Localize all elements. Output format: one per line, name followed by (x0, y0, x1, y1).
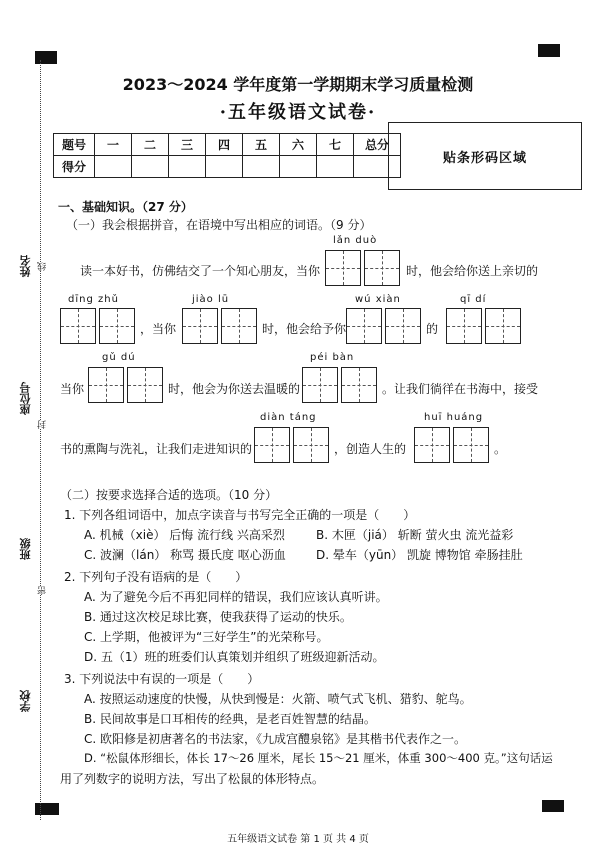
score-input-cell[interactable] (132, 156, 169, 178)
writing-grid-box[interactable] (293, 427, 329, 463)
question-3-stem: 3. 下列说法中有误的一项是（ ） (64, 672, 260, 686)
writing-grid-box[interactable] (182, 308, 218, 344)
score-header-cell: 五 (243, 134, 280, 156)
section-heading-part1: 一、基础知识。（27 分） (58, 200, 193, 214)
question-3-option-c[interactable]: C. 欧阳修是初唐著名的书法家，《九成宫醴泉铭》是其楷书代表作之一。 (84, 732, 467, 746)
question-2-stem: 2. 下列句子没有语病的是（ ） (64, 570, 248, 584)
writing-grid-box[interactable] (254, 427, 290, 463)
pinyin-gudu: gǔ dú (102, 352, 136, 363)
exam-title: 2023～2024 学年度第一学期期末学习质量检测 (122, 75, 474, 94)
pinyin-huihuang: huī huáng (424, 412, 484, 423)
passage-text: 时，他会给你送上亲切的 (406, 264, 539, 278)
score-header-cell: 四 (206, 134, 243, 156)
passage-text: 时，他会为你送去温暖的 (168, 382, 301, 396)
score-input-cell[interactable] (317, 156, 354, 178)
score-input-cell[interactable] (243, 156, 280, 178)
page-footer: 五年级语文试卷 第 1 页 共 4 页 (227, 834, 369, 845)
score-row-label: 得分 (54, 156, 95, 178)
binding-line (40, 60, 41, 820)
barcode-area: 贴条形码区域 (388, 122, 582, 190)
writing-grid-box[interactable] (446, 308, 482, 344)
score-input-cell[interactable] (280, 156, 317, 178)
writing-grid-box[interactable] (99, 308, 135, 344)
writing-grid-box[interactable] (414, 427, 450, 463)
pinyin-qidi: qī dí (460, 294, 487, 305)
passage-text: 时，他会给予你 (262, 322, 347, 336)
score-header-cell: 七 (317, 134, 354, 156)
writing-grid-box[interactable] (346, 308, 382, 344)
question-3-option-d[interactable]: D. “松鼠体形细长，体长 17～26 厘米，尾长 15～21 厘米，体重 300～400 克。”这句话运 (84, 751, 553, 765)
pinyin-peiban: péi bàn (310, 352, 355, 363)
passage-text: ，创造人生的 (334, 442, 407, 456)
writing-grid-box[interactable] (127, 367, 163, 403)
exam-subtitle: ·五年级语文试卷· (219, 102, 377, 123)
passage-text: 的 (426, 322, 439, 336)
score-header-cell: 一 (95, 134, 132, 156)
pinyin-diantang: diàn táng (260, 412, 317, 423)
seal-mi-mark: 密 (38, 586, 48, 595)
writing-grid-box[interactable] (453, 427, 489, 463)
question-2-option-b[interactable]: B. 通过这次校足球比赛，使我获得了运动的快乐。 (84, 610, 352, 624)
question-1-stem: 1. 下列各组词语中，加点字读音与书写完全正确的一项是（ ） (64, 508, 416, 522)
writing-grid-box[interactable] (325, 250, 361, 286)
question-1-option-b[interactable]: B. 木匣（jiá） 斩断 萤火虫 流光益彩 (316, 528, 514, 542)
writing-grid-box[interactable] (385, 308, 421, 344)
seal-line-mark: 线 (38, 262, 48, 271)
writing-grid-box[interactable] (221, 308, 257, 344)
sidebar-name-label: 姓名 (19, 255, 32, 277)
score-input-cell[interactable] (206, 156, 243, 178)
pinyin-lanuo: lǎn duò (333, 235, 378, 246)
subsection-heading-choice: （二）按要求选择合适的选项。（10 分） (60, 488, 278, 502)
passage-text: ，当你 (140, 322, 177, 336)
question-3-option-a[interactable]: A. 按照运动速度的快慢，从快到慢是：火箭、喷气式飞机、猎豹、鸵鸟。 (84, 692, 472, 706)
question-1-option-d[interactable]: D. 晕车（yūn） 凯旋 博物馆 牵肠挂肚 (316, 548, 523, 562)
score-header-cell: 题号 (54, 134, 95, 156)
score-header-cell: 总分 (354, 134, 401, 156)
sidebar-school-label: 学校 (19, 690, 32, 712)
score-header-cell: 三 (169, 134, 206, 156)
question-2-option-d[interactable]: D. 五（1）班的班委们认真策划并组织了班级迎新活动。 (84, 650, 385, 664)
score-input-cell[interactable] (169, 156, 206, 178)
question-2-option-c[interactable]: C. 上学期，他被评为“三好学生”的光荣称号。 (84, 630, 329, 644)
score-input-cell[interactable] (95, 156, 132, 178)
seal-seal-mark: 封 (38, 420, 48, 429)
writing-grid-box[interactable] (302, 367, 338, 403)
registration-mark-top-left (35, 51, 57, 64)
score-table-header-row (54, 134, 401, 156)
sidebar-seat-label: 座位号 (19, 382, 32, 415)
writing-grid-box[interactable] (60, 308, 96, 344)
pinyin-jiaolu: jiào lū (192, 294, 230, 305)
passage-text: 。让我们徜徉在书海中，接受 (382, 382, 539, 396)
question-3-option-d-continued: 用了列数字的说明方法，写出了松鼠的体形特点。 (60, 772, 325, 786)
writing-grid-box[interactable] (485, 308, 521, 344)
pinyin-dingzhu: dīng zhǔ (68, 294, 119, 305)
writing-grid-box[interactable] (88, 367, 124, 403)
passage-text-when: 当你 (60, 382, 85, 396)
passage-text: 读一本好书，仿佛结交了一个知心朋友，当你 (80, 264, 321, 278)
writing-grid-box[interactable] (364, 250, 400, 286)
question-1-option-c[interactable]: C. 波澜（lán） 称骂 摄氏度 呕心沥血 (84, 548, 286, 562)
writing-grid-box[interactable] (341, 367, 377, 403)
question-1-option-a[interactable]: A. 机械（xiè） 后悔 流行线 兴高采烈 (84, 528, 285, 542)
score-table-score-row (54, 156, 401, 178)
question-3-option-b[interactable]: B. 民间故事是口耳相传的经典，是老百姓智慧的结晶。 (84, 712, 376, 726)
score-header-cell: 六 (280, 134, 317, 156)
score-table (53, 133, 401, 178)
sidebar-class-label: 班级 (19, 538, 32, 560)
question-2-option-a[interactable]: A. 为了避免今后不再犯同样的错误，我们应该认真听讲。 (84, 590, 388, 604)
passage-text: 书的熏陶与洗礼，让我们走进知识的 (60, 442, 253, 456)
registration-mark-top-right (538, 44, 560, 57)
registration-mark-bottom-right (542, 800, 564, 812)
score-header-cell: 二 (132, 134, 169, 156)
passage-text: 。 (494, 442, 507, 456)
pinyin-wuxian: wú xiàn (355, 294, 401, 305)
subsection-heading-pinyin: （一）我会根据拼音，在语境中写出相应的词语。（9 分） (66, 218, 372, 232)
registration-mark-bottom-left (35, 803, 59, 815)
